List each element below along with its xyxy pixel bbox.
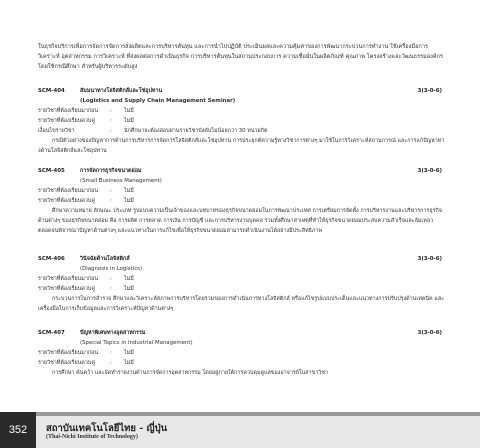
prereq-label: รายวิชาที่ต้องเรียนมาก่อน: [38, 108, 99, 114]
course-code: SCM-407: [38, 330, 65, 336]
intro-paragraph: ในธุรกิจบริการเพื่อการจัดการจัดการสั่งผลิตและการบริหารต้นทุน และการนำไปปฏิบัติ ประเมินผลและความคุ้มค่าของการพัฒนากระบวนการทำงาน ใช้เครื่องมือการวิเคราะห์ อุตสาหกรรม การวิเคราะห์ ที่ส่งผลต่อการดำเนินธุรกิจ การบริหารต้นทุนในสถานประกอบการ ความเชื่อมั่นในผลิตภัณฑ์ คุณภาพ โครงสร้างและวัฒนธรรมองค์กร โดยใช้กรณีศึกษา สำหรับผู้บริหารระดับสูง: [38, 44, 443, 70]
course-code: SCM-405: [38, 168, 65, 174]
institute-name-english: (Thai-Nichi Institute of Technology): [46, 434, 138, 440]
colon: :: [110, 350, 112, 356]
prereq-label: รายวิชาที่ต้องเรียนมาก่อน: [38, 188, 99, 194]
course-subtitle: (Special Topics in Industrial Management): [80, 340, 193, 346]
institute-name-thai: สถาบันเทคโนโลยีไทย - ญี่ปุ่น: [46, 423, 168, 434]
prereq-value: ไม่มี: [124, 108, 134, 114]
page-number: 352: [0, 412, 36, 448]
course-block: [38, 86, 446, 156]
course-credits: 3(3-0-6): [417, 256, 442, 262]
colon: :: [110, 276, 112, 282]
page-footer: [0, 412, 480, 448]
course-description: กรณีตัวอย่างของปัญหาการด้านการบริหารการจัดการโลจิสติกส์และโซ่อุปทาน การประยุกต์ความรู้ทางวิชาการต่างๆ มาใช้ในการวิเคราะห์สถานการณ์ และการแก้ปัญหาทางด้านโลจิสติกส์และโซ่อุปทาน: [38, 138, 445, 154]
course-description: การศึกษา ค้นคว้า และจัดทำรายงานด้านการจัดการอุตสาหกรรม โดยอยู่ภายใต้การควบคุมดูแลของอาจารย์ในสาขาวิชา: [52, 370, 328, 376]
coreq-label: รายวิชาที่ต้องเรียนควบคู่: [38, 360, 95, 366]
course-credits: 3(3-0-6): [417, 168, 442, 174]
course-subtitle: (Diagnosis in Logistics): [80, 266, 143, 272]
prereq-value: ไม่มี: [124, 350, 134, 356]
colon: :: [110, 360, 112, 366]
course-block: [38, 166, 446, 236]
coreq-value: ไม่มี: [124, 286, 134, 292]
prereq-label: รายวิชาที่ต้องเรียนมาก่อน: [38, 276, 99, 282]
coreq-label: รายวิชาที่ต้องเรียนควบคู่: [38, 198, 95, 204]
course-block: [38, 254, 446, 314]
course-code: SCM-406: [38, 256, 65, 262]
prereq-value: ไม่มี: [124, 276, 134, 282]
course-description: ศึกษาความหมาย ลักษณะ ประเภท รูปแบบความเป็นเจ้าของและบทบาทของธุรกิจขนาดย่อมในการพัฒนาประเทศ การเตรียมการจัดตั้ง การบริหารงานและบริหารการธุรกิจด้านต่างๆ ของธุรกิจขนาดย่อม คือ การผลิต การตลาด การเงิน การบัญชี และการบริหารงานบุคคล รวมทั้งศึกษาสาเหตุที่ทำให้ธุรกิจขนาดย่อมประสบความสำเร็จและล้มเหลว ตลอดจนพิจารณาปัญหาด้านต่างๆ และแนวทางในการแก้ไขเพื่อให้ธุรกิจขนาดย่อมสามารถดำเนินงานได้อย่างมีประสิทธิภาพ: [38, 208, 442, 234]
course-subtitle: (Small Business Management): [80, 178, 162, 184]
prereq-label: รายวิชาที่ต้องเรียนมาก่อน: [38, 350, 99, 356]
course-credits: 3(3-0-6): [417, 88, 442, 94]
condition-value: นักศึกษาจะต้องสอบผ่านรายวิชาบังคับไม่น้อยกว่า 30 หน่วยกิต: [124, 128, 268, 134]
colon: :: [110, 118, 112, 124]
colon: :: [110, 286, 112, 292]
course-title: การจัดการธุรกิจขนาดย่อม: [80, 168, 142, 174]
course-description: กระบวนการในการสำรวจ ศึกษาและวิเคราะห์สภาพการบริหารโดยรวมของการดำเนินการทางโลจิสติกส์ หรือแก้ไขรูปแบบประเด็นและแนวทางการปรับปรุงด้านเทคนิค และเครื่องมือในการเก็บข้อมูลและการวิเคราะห์ปัญหาด้านต่างๆ: [38, 296, 445, 312]
colon: :: [110, 108, 112, 114]
coreq-value: ไม่มี: [124, 118, 134, 124]
course-credits: 3(3-0-6): [417, 330, 442, 336]
course-code: SCM-404: [38, 88, 65, 94]
prereq-value: ไม่มี: [124, 188, 134, 194]
coreq-label: รายวิชาที่ต้องเรียนควบคู่: [38, 118, 95, 124]
course-subtitle: (Logistics and Supply Chain Management Seminar): [80, 98, 236, 104]
coreq-label: รายวิชาที่ต้องเรียนควบคู่: [38, 286, 95, 292]
course-block: [38, 328, 446, 378]
condition-label: เงื่อนไขรายวิชา: [38, 128, 75, 134]
coreq-value: ไม่มี: [124, 198, 134, 204]
colon: :: [110, 188, 112, 194]
course-title: สัมมนาทางโลจิสติกส์และโซ่อุปทาน: [80, 88, 163, 94]
colon: :: [110, 128, 112, 134]
course-title: วินิจฉัยด้านโลจิสติกส์: [80, 256, 130, 262]
colon: :: [110, 198, 112, 204]
footer-bar: [36, 412, 480, 448]
course-title: ปัญหาพิเศษทางอุตสาหกรรม: [80, 330, 146, 336]
coreq-value: ไม่มี: [124, 360, 134, 366]
footer-stripe: [36, 412, 480, 416]
